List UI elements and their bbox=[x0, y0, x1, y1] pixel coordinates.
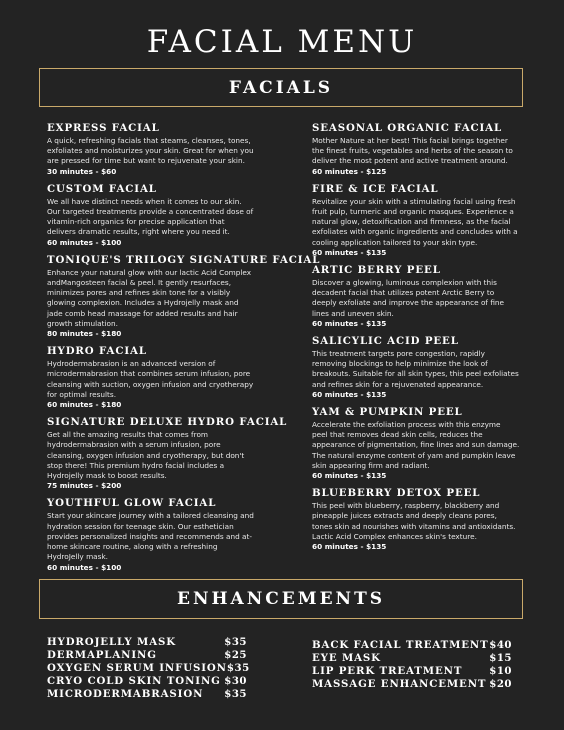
facials-heading: FACIALS bbox=[228, 77, 334, 98]
facial-name: TONIQUE'S TRILOGY SIGNATURE FACIAL bbox=[47, 253, 321, 266]
description-line: Revitalize your skin with a stimulating facial using fresh bbox=[312, 196, 516, 206]
description-line: This treatment targets pore congestion, rapidly bbox=[312, 349, 485, 359]
facial-item bbox=[47, 345, 269, 410]
description-line: appearance of pigmentation, fine lines and sun damage. bbox=[312, 440, 520, 450]
description-line: hydrodermabrasion with a serum infusion, pore bbox=[47, 440, 221, 450]
facial-name: EXPRESS FACIAL bbox=[47, 122, 160, 134]
description-line: This peel with blueberry, raspberry, blackberry and bbox=[312, 501, 500, 511]
facial-name: SALICYLIC ACID PEEL bbox=[312, 335, 459, 348]
enhancement-price: $40 bbox=[489, 639, 512, 651]
facial-name: BLUEBERRY DETOX PEEL bbox=[312, 487, 481, 500]
enhancement-price: $10 bbox=[489, 665, 512, 677]
facial-duration-price: 60 minutes - $125 bbox=[312, 166, 387, 176]
facial-duration-price: 60 minutes - $135 bbox=[312, 247, 387, 257]
facials-section-banner bbox=[39, 68, 523, 107]
description-line: for optimal results. bbox=[47, 389, 117, 399]
description-line: cleansing, oxygen infusion and cryotherapy, but don't bbox=[47, 450, 245, 460]
enhancement-name: MICRODERMABRASION bbox=[47, 688, 204, 700]
facial-description bbox=[47, 268, 269, 329]
facial-name: YOUTHFUL GLOW FACIAL bbox=[47, 497, 217, 510]
enhancement-row bbox=[47, 649, 247, 662]
page-title: FACIAL MENU bbox=[146, 24, 418, 60]
enhancement-price: $35 bbox=[224, 688, 247, 700]
description-line: Hydrojelly mask to boost results. bbox=[47, 471, 167, 481]
description-line: minimizes pores and refines skin tone for a visibly bbox=[47, 288, 231, 298]
facial-duration-price: 60 minutes - $135 bbox=[312, 542, 387, 552]
enhancement-row bbox=[312, 639, 512, 652]
enhancement-name: OXYGEN SERUM INFUSION bbox=[47, 662, 227, 674]
facials-left-column bbox=[47, 122, 321, 573]
facial-name: CUSTOM FACIAL bbox=[47, 182, 157, 195]
facial-description bbox=[47, 197, 269, 238]
description-line: pineapple juices extracts and deeply cleans pores, bbox=[312, 511, 497, 521]
facial-name: HYDRO FACIAL bbox=[47, 345, 147, 358]
description-line: stop there! This premium hydro facial includes a bbox=[47, 460, 225, 470]
description-line: Accelerate the exfoliation process with this enzyme bbox=[312, 420, 501, 430]
enhancement-name: MASSAGE ENHANCEMENT bbox=[312, 678, 487, 690]
enhancement-row bbox=[47, 675, 247, 688]
enhancement-price: $30 bbox=[224, 675, 247, 687]
description-line: lines and uneven skin. bbox=[312, 308, 394, 318]
description-line: removing blockings to help minimize the look of bbox=[312, 359, 488, 369]
description-line: home skincare routine, along with a refreshing bbox=[47, 542, 218, 552]
facial-item bbox=[312, 406, 524, 481]
enhancement-price: $15 bbox=[489, 652, 512, 664]
facial-duration-price: 60 minutes - $100 bbox=[47, 237, 122, 247]
facial-description bbox=[47, 136, 269, 167]
description-line: and refines skin for a rejuvenated appearance. bbox=[312, 379, 484, 389]
description-line: Lactic Acid Complex enhances skin's texture. bbox=[312, 531, 477, 541]
description-line: Hydrodermabrasion is an advanced version of bbox=[47, 359, 216, 369]
facial-description bbox=[47, 359, 269, 400]
description-line: Discover a glowing, luminous complexion with this bbox=[312, 278, 497, 288]
enhancement-row bbox=[47, 636, 247, 649]
enhancements-section-banner bbox=[39, 579, 523, 619]
enhancement-name: CRYO COLD SKIN TONING bbox=[47, 675, 221, 687]
facial-item bbox=[312, 487, 524, 552]
description-line: provides personalized insights and recommends and at- bbox=[47, 531, 253, 541]
enhancement-price: $25 bbox=[224, 649, 247, 661]
description-line: Get all the amazing results that comes from bbox=[47, 430, 209, 440]
facial-description bbox=[312, 278, 524, 319]
facial-duration-price: 75 minutes - $200 bbox=[47, 481, 122, 491]
facials-right-column bbox=[312, 122, 524, 552]
facial-duration-price: 60 minutes - $135 bbox=[312, 389, 387, 399]
facial-description bbox=[312, 349, 524, 390]
facial-duration-price: 60 minutes - $100 bbox=[47, 562, 122, 572]
facial-description bbox=[312, 501, 524, 542]
facial-item bbox=[312, 183, 524, 258]
description-line: skin appearing firm and radiant. bbox=[312, 460, 430, 470]
facial-name: SIGNATURE DELUXE HYDRO FACIAL bbox=[47, 416, 288, 429]
facial-item bbox=[47, 183, 269, 248]
enhancement-row bbox=[312, 652, 512, 665]
facial-item bbox=[47, 416, 288, 491]
facial-item bbox=[47, 497, 269, 572]
description-line: microdermabrasion that combines serum infusion, pore bbox=[47, 369, 251, 379]
enhancement-row bbox=[47, 662, 250, 675]
description-line: Mother Nature at her best! This facial brings together bbox=[312, 136, 508, 145]
enhancement-name: BACK FACIAL TREATMENT bbox=[312, 639, 489, 651]
description-line: breakouts. Suitable for all skin types, this peel exfoliates bbox=[312, 369, 519, 379]
description-line: jade comb head massage for added results and hair bbox=[47, 308, 238, 318]
facial-item bbox=[312, 264, 524, 329]
facial-description bbox=[312, 136, 524, 167]
description-line: natural glow, detoxification and firmness, as the facial bbox=[312, 217, 511, 227]
description-line: tones skin ad nourishes with vitamins and antioxidants. bbox=[312, 521, 516, 531]
facial-name: YAM & PUMPKIN PEEL bbox=[312, 406, 463, 419]
description-line: peel that removes dead skin cells, reduces the bbox=[312, 430, 483, 440]
facial-duration-price: 30 minutes - $60 bbox=[47, 166, 117, 176]
description-line: fruit pulp, turmeric and organic masques. Experience a bbox=[312, 207, 514, 217]
enhancement-price: $20 bbox=[489, 678, 512, 690]
description-line: are pressed for time but want to rejuvenate your skin. bbox=[47, 156, 245, 166]
description-line: the finest fruits, vegetables and herbs of the season to bbox=[312, 146, 513, 156]
description-line: Our targeted treatments provide a concentrated dose of bbox=[47, 207, 254, 217]
description-line: cooling application tailored to your skin type. bbox=[312, 237, 478, 247]
enhancement-name: DERMAPLANING bbox=[47, 649, 157, 661]
facial-description bbox=[47, 430, 269, 481]
description-line: hydration session for teenage skin. Our esthetician bbox=[47, 521, 234, 531]
enhancements-left-list bbox=[47, 636, 250, 701]
facial-item bbox=[47, 253, 321, 339]
enhancement-name: LIP PERK TREATMENT bbox=[312, 665, 463, 677]
facial-description bbox=[312, 420, 524, 471]
description-line: The natural enzyme content of yam and pumpkin leave bbox=[312, 450, 516, 460]
enhancements-right-list bbox=[312, 639, 512, 691]
description-line: Enhance your natural glow with our lactic Acid Complex bbox=[47, 267, 252, 277]
description-line: andMangosteen facial & peel. It gently resurfaces, bbox=[47, 278, 232, 288]
description-line: delivers dramatic results, right where you need it. bbox=[47, 227, 230, 237]
facial-name: FIRE & ICE FACIAL bbox=[312, 182, 439, 195]
enhancement-name: HYDROJELLY MASK bbox=[47, 636, 177, 648]
facial-item bbox=[47, 122, 269, 177]
description-line: cleansing with suction, oxygen infusion and cryotherapy bbox=[47, 379, 254, 389]
enhancement-name: EYE MASK bbox=[312, 652, 381, 664]
facial-duration-price: 60 minutes - $135 bbox=[312, 318, 387, 328]
description-line: deeply exfoliate and improve the appearance of fine bbox=[312, 298, 505, 308]
enhancement-row bbox=[47, 688, 247, 701]
description-line: vitamin-rich organics for precise application that bbox=[47, 217, 225, 227]
description-line: decadent facial that utilizes potent Arctic Berry to bbox=[312, 288, 495, 298]
facial-item bbox=[312, 122, 524, 177]
facial-item bbox=[312, 335, 524, 400]
enhancement-price: $35 bbox=[226, 662, 250, 674]
description-line: We all have distinct needs when it comes to our skin. bbox=[47, 196, 242, 206]
description-line: deliver the most potent and active treatment around. bbox=[312, 156, 508, 166]
facial-duration-price: 80 minutes - $180 bbox=[47, 329, 122, 339]
facial-duration-price: 60 minutes - $135 bbox=[312, 471, 387, 481]
description-line: glowing complexion. Includes a Hydrojelly mask and bbox=[47, 298, 239, 308]
facial-name: ARTIC BERRY PEEL bbox=[312, 264, 441, 277]
description-line: growth stimulation. bbox=[47, 318, 118, 328]
facial-description bbox=[312, 197, 524, 248]
facial-name: SEASONAL ORGANIC FACIAL bbox=[312, 122, 503, 134]
enhancement-row bbox=[312, 665, 512, 678]
description-line: HydroJelly mask. bbox=[47, 552, 109, 562]
enhancement-price: $35 bbox=[224, 636, 247, 648]
description-line: exfoliates with organic ingredients and concludes with a bbox=[312, 227, 518, 237]
description-line: exfoliates and moisturizes your skin. Great for when you bbox=[47, 146, 254, 156]
enhancement-row bbox=[312, 678, 512, 691]
facial-description bbox=[47, 511, 269, 562]
description-line: A quick, refreshing facials that steams, cleanses, tones, bbox=[47, 136, 251, 145]
facial-duration-price: 60 minutes - $180 bbox=[47, 400, 122, 410]
description-line: Start your skincare journey with a tailored cleansing and bbox=[47, 511, 254, 521]
enhancements-heading: ENHANCEMENTS bbox=[176, 589, 386, 609]
